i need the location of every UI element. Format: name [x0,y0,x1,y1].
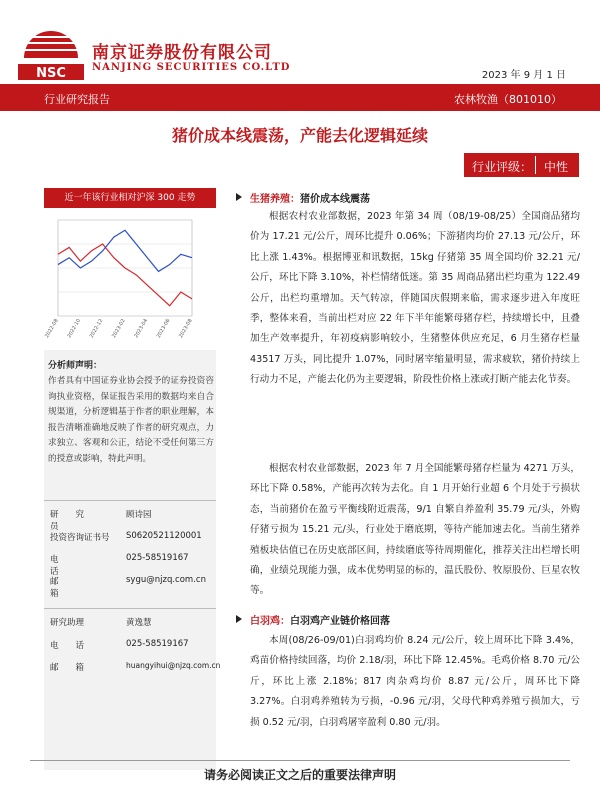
rating-divider [535,156,536,174]
analyst-statement-text: 作者具有中国证券业协会授予的证券投资咨询执业资格，保证报告采用的数据均来自合规渠道，分析逻辑基于作者的职业理解，本报告清晰准确地反映了作者的研究观点，力求独立、客观和公正，结论不受任何第三方的授意或影响，特此声明。 [48,376,214,464]
section-heading-chicken [236,612,390,627]
info-label: 研究助理 [50,618,85,628]
assistant-email[interactable]: huangyihui@njzq.com.cn [126,661,221,670]
paragraph: 本周(08/26-09/01)白羽鸡均价 8.24 元/公斤，较上周环比下降 3.4%，鸡苗价格持续回落，均价 2.18/羽，环比下降 12.45%。毛鸡价格 8.70 元/公斤，环比上涨 2.18%；817 肉杂鸡均价 8.87 元/公斤，周环比下降 3.27%。白羽鸡养殖转为亏损，-0.96 元/羽，父母代种鸡养殖亏损加大，亏损 0.52 元/羽，白羽鸡屠宰盈利 0.80 元/羽。 [250,635,580,728]
researcher-email[interactable]: sygu@njzq.com.cn [126,575,206,585]
info-label: 研 究 员 [50,510,102,532]
section-heading-key: 生猪养殖： [250,194,300,205]
info-value: 黄逸慧 [126,618,152,628]
info-label: 投资咨询证书号 [50,533,110,543]
company-name-en: NANJING SECURITIES CO.LTD [92,62,291,73]
legal-footer: 请务必阅读正文之后的重要法律声明 [203,768,396,782]
paragraph: 根据农村农业部数据，2023 年第 34 周（08/19-08/25）全国商品猪均价为 17.21 元/公斤，周环比提升 0.06%；下游猪肉均价 27.13 元/公斤，环比上涨 1.43%。根据博亚和讯数据，15kg 仔猪第 35 周全国均价 32.21 元/公斤，环比下降 3.10%，补栏情绪低迷。第 35 周商品猪出栏均重为 122.49 公斤，出栏均重增加。天气转凉，伴随国庆假期来临，需求逐步进入年度旺季，整体来看，当前出栏对应 22 年下半年能繁母猪存栏，持续增长中，且叠加生产效率提升，年初疫病影响较小，生猪整体供应充足，6 月生猪存栏量 43517 万头，同比提升 1.07%，同时屠宰缩量明显，需求疲软，猪价持续上行动力不足，产能去化仍为主要逻辑，阶段性价格上涨或打断产能去化节奏。 [250,211,580,386]
company-name-cn: 南京证券股份有限公司 [92,43,272,63]
info-value: 025-58519167 [126,553,189,563]
analyst-statement-title: 分析师声明： [48,361,103,371]
info-label: 电 话 [50,641,85,651]
chart-x-tick-label: 2023-08 [178,318,194,340]
triangle-bullet-icon [236,615,242,623]
report-type: 行业研究报告 [44,93,110,106]
info-value: 顾诗园 [126,510,152,520]
info-label: 邮 箱 [50,577,102,599]
info-value: 025-58519167 [126,639,189,649]
report-date: 2023 年 9 月 1 日 [481,70,566,81]
chart-series-line-1 [58,230,192,271]
rating-badge [464,153,579,177]
rating-value: 中性 [544,160,569,174]
info-label: 电 话 [50,555,102,577]
chart-x-tick-label: 2023-06 [155,318,172,340]
info-value: S0620521120001 [126,531,202,541]
info-label: 邮 箱 [50,663,85,673]
paragraph: 根据农村农业部数据，2023 年 7 月全国能繁母猪存栏量为 4271 万头，环比下降 0.58%，产能再次转为去化。自 1 月开始行业超 6 个月处于亏损状态，当前猪价在盈亏平衡线附近震荡，9/1 自繁自养盈利 35.79 元/头，外购仔猪亏损为 15.21 元/头，行业处于磨底期，等待产能加速去化。当前生猪养殖板块估值已在历史底部区间，持续磨底等待周期催化，推荐关注出栏增长明确，业绩兑现能力强，成本优势明显的标的，温氏股份、牧原股份、巨星农牧等。 [250,463,580,597]
header-bar [0,84,600,111]
triangle-bullet-icon [236,193,242,201]
nsc-logo [18,28,84,80]
chart-series-line-0 [58,244,192,306]
divider [44,500,216,501]
chart-x-tick-label: 2022-08 [44,318,60,340]
industry-code: 农林牧渔（801010） [454,93,562,106]
section-heading-text: 白羽鸡产业链价格回落 [290,616,390,627]
chart-x-tick-label: 2022-12 [88,318,105,340]
section-heading-hog [236,190,370,205]
report-title: 猪价成本线震荡，产能去化逻辑延续 [171,126,428,145]
chart-x-tick-label: 2023-04 [133,318,150,340]
divider [44,608,216,609]
rating-label: 行业评级： [472,160,533,174]
chart-x-tick-label: 2022-10 [66,318,83,340]
section-heading-text: 猪价成本线震荡 [300,194,370,205]
footer-divider [30,760,570,761]
logo-text: NSC [36,66,66,80]
chart-x-tick-label: 2023-02 [111,318,127,340]
section-heading-key: 白羽鸡： [250,616,290,627]
chart-title: 近一年该行业相对沪深 300 走势 [44,188,216,208]
relative-performance-chart [44,212,216,344]
